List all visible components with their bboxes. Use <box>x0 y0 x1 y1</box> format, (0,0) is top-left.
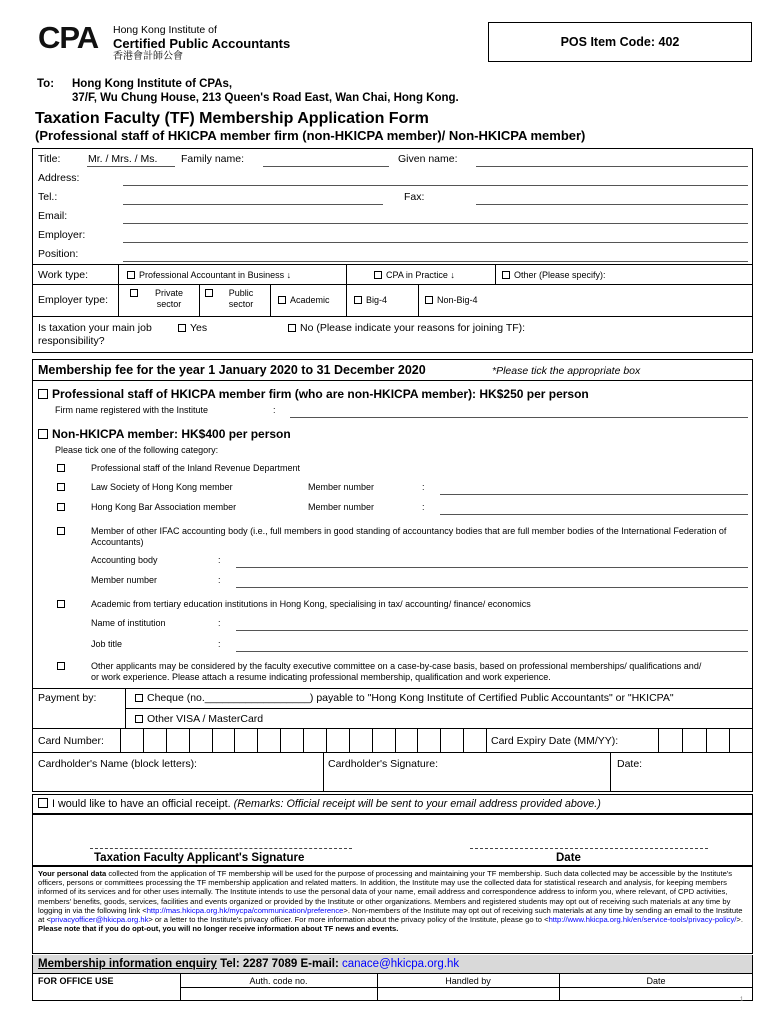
enquiry-tel: Tel: 2287 7089 E-mail: <box>216 958 342 970</box>
position-field[interactable] <box>123 261 748 262</box>
checkbox-icon[interactable] <box>135 694 143 702</box>
employer-type-label: Employer type: <box>38 294 109 306</box>
category-ifac[interactable] <box>57 526 69 536</box>
taxation-yes[interactable] <box>178 322 207 334</box>
cardholder-signature-label: Cardholder's Signature: <box>328 758 438 770</box>
emp-academic-label: Academic <box>290 295 330 305</box>
category-law-society[interactable] <box>57 482 69 492</box>
category-ifac-label: Member of other IFAC accounting body (i.e., full members in good standing of accountancy bodies that are full member bodies of the International Federation of Accountants) <box>91 526 727 547</box>
org-line1: Hong Kong Institute of <box>113 24 217 36</box>
card-expiry-label: Card Expiry Date (MM/YY): <box>491 735 619 747</box>
page-number: 1 <box>740 997 744 1003</box>
privacy-bold-end: Please note that if you do opt-out, you will no longer receive information about TF news and events. <box>38 924 399 934</box>
privacy-p1: collected from the application of TF membership will be used for the purpose of processing and maintaining your TF membership. Such data collected may be accessible by the Institute's officers, persons or committees processing the TF membership application and related matters. In addition, the Institute may use the collected data for statistical research and analysis, for keeping members informed of its services and for other uses internally. The Institute intends to use the personal data of your name, email address and correspondence address to inform you, where relevant, of CPD activities, members' benefits, goods, services, facilities and events organized or provided by the Institute or other organizations. Members and registered students may opt out of receiving such materials at any time by logging in via the following link < <box>38 869 733 915</box>
preference-link[interactable]: http://mas.hkicpa.org.hk/mycpa/communication/preference <box>146 905 344 915</box>
law-member-number-field[interactable] <box>440 494 748 495</box>
payment-cheque-label: Cheque (no.__________________) payable to "Hong Kong Institute of Certified Public Accountants" or "HKICPA" <box>147 692 674 704</box>
checkbox-icon[interactable] <box>57 483 65 491</box>
checkbox-icon[interactable] <box>374 271 382 279</box>
institution-label: Name of institution <box>91 618 166 628</box>
emp-nonbig4[interactable] <box>425 295 478 305</box>
fee-note: *Please tick the appropriate box <box>492 365 641 377</box>
privacy-p4: >. <box>736 915 743 925</box>
card-number-cells[interactable] <box>120 728 487 752</box>
work-type-other[interactable] <box>502 270 606 280</box>
fax-label: Fax: <box>404 191 425 203</box>
checkbox-icon[interactable] <box>127 271 135 279</box>
given-name-field[interactable] <box>476 166 748 167</box>
employer-field[interactable] <box>123 242 748 243</box>
checkbox-icon[interactable] <box>502 271 510 279</box>
job-title-label: Job title <box>91 639 123 649</box>
to-label: To: <box>37 78 55 90</box>
signature-date-label: Date <box>556 852 581 864</box>
address-line1: Hong Kong Institute of CPAs, <box>72 78 233 90</box>
work-type-cpa-label: CPA in Practice <box>386 270 448 280</box>
emp-big4[interactable] <box>354 295 387 305</box>
privacy-p2: >. Non-members of the Institute may opt out of receiving such materials at any time by sending an email to the Institute at < <box>38 905 743 925</box>
work-type-cpa-practice[interactable] <box>374 270 455 280</box>
office-date-label: Date <box>646 976 666 986</box>
payment-label: Payment by: <box>38 692 97 704</box>
checkbox-icon[interactable] <box>38 389 48 399</box>
taxation-no-label: No (Please indicate your reasons for joining TF): <box>300 322 526 334</box>
address-field[interactable] <box>123 185 748 186</box>
family-name-field[interactable] <box>263 166 389 167</box>
checkbox-icon[interactable] <box>57 527 65 535</box>
given-name-label: Given name: <box>398 153 458 165</box>
checkbox-icon[interactable] <box>57 503 65 511</box>
ifac-member-number-label: Member number <box>91 575 158 585</box>
fee-option-professional[interactable] <box>38 387 589 401</box>
taxation-yes-label: Yes <box>190 322 208 334</box>
checkbox-icon[interactable] <box>278 296 286 304</box>
address-line2: 37/F, Wu Chung House, 213 Queen's Road East, Wan Chai, Hong Kong. <box>72 92 459 104</box>
enquiry-line <box>38 958 459 970</box>
checkbox-icon[interactable] <box>178 324 186 332</box>
org-chinese: 香港會計師公會 <box>113 51 183 62</box>
member-number-label: Member number <box>308 502 375 512</box>
checkbox-icon[interactable] <box>354 296 362 304</box>
email-field[interactable] <box>123 223 748 224</box>
logo-text: CPA <box>38 20 99 55</box>
work-type-label: Work type: <box>38 269 88 281</box>
org-name <box>113 24 290 63</box>
member-number-colon: : <box>422 482 425 492</box>
receipt-remarks: (Remarks: Official receipt will be sent to your email address provided above.) <box>233 798 601 810</box>
card-expiry-cells[interactable] <box>658 728 753 752</box>
emp-private-label: Private sector <box>154 288 183 309</box>
payment-card[interactable] <box>135 713 263 725</box>
tel-field[interactable] <box>123 204 383 205</box>
category-academic-label: Academic from tertiary education institutions in Hong Kong, specialising in tax/ accounting/ finance/ economics <box>91 599 531 609</box>
member-number-label: Member number <box>308 482 375 492</box>
emp-big4-label: Big-4 <box>366 295 388 305</box>
enquiry-email-link[interactable]: canace@hkicpa.org.hk <box>342 958 460 970</box>
job-title-colon: : <box>218 639 221 649</box>
form-title: Taxation Faculty (TF) Membership Application Form <box>35 110 429 127</box>
taxation-no[interactable] <box>288 322 525 334</box>
family-name-label: Family name: <box>181 153 245 165</box>
org-line2: Certified Public Accountants <box>113 36 291 51</box>
accounting-body-field[interactable] <box>236 567 748 568</box>
fee-heading: Membership fee for the year 1 January 2020 to 31 December 2020 <box>38 363 426 377</box>
work-type-pab[interactable] <box>127 270 291 280</box>
checkbox-icon[interactable] <box>130 289 138 297</box>
institution-colon: : <box>218 618 221 628</box>
card-number-label: Card Number: <box>38 735 104 747</box>
bar-member-number-field[interactable] <box>440 514 748 515</box>
accounting-body-label: Accounting body <box>91 555 158 565</box>
arrow-down-icon: ↓ <box>450 270 455 280</box>
applicant-signature-line[interactable] <box>90 848 352 849</box>
payment-cheque[interactable] <box>135 692 674 704</box>
category-bar-association-label: Hong Kong Bar Association member <box>91 502 237 512</box>
checkbox-icon[interactable] <box>205 289 213 297</box>
privacy-p3: > or a letter to the Institute's privacy officer. For more information about the privacy policy of the Institute, please go to < <box>148 915 549 925</box>
privacy-lead: Your personal data <box>38 869 107 878</box>
member-number-colon: : <box>422 502 425 512</box>
category-ird-label: Professional staff of the Inland Revenue Department <box>91 463 300 473</box>
tel-label: Tel.: <box>38 191 58 203</box>
address-label: Address: <box>38 172 80 184</box>
cpa-logo <box>38 20 100 64</box>
tick-one-text: Please tick one of the following category: <box>55 445 219 455</box>
category-other-label: Other applicants may be considered by the faculty executive committee on a case-by-case basis, based on professional memberships/ qualifications and/ or work experience. Please attach a resume indicating professional membership, qualification and work experience. <box>91 661 702 682</box>
fee-option-professional-label: Professional staff of HKICPA member firm (who are non-HKICPA member): HK$250 per person <box>52 387 589 401</box>
firm-name-colon: : <box>273 405 276 415</box>
office-use-label: FOR OFFICE USE <box>38 976 114 986</box>
accounting-body-colon: : <box>218 555 221 565</box>
fee-option-non-hkicpa-label: Non-HKICPA member: HK$400 per person <box>52 427 291 441</box>
enquiry-label: Membership information enquiry <box>38 958 217 970</box>
emp-nonbig4-label: Non-Big-4 <box>437 295 478 305</box>
employer-label: Employer: <box>38 229 86 241</box>
checkbox-icon[interactable] <box>57 600 65 608</box>
taxation-question: Is taxation your main job responsibility? <box>38 322 152 347</box>
work-type-pab-label: Professional Accountant in Business <box>139 270 285 280</box>
checkbox-icon[interactable] <box>288 324 296 332</box>
privacy-policy-link[interactable]: http://www.hkicpa.org.hk/en/service-tools/privacy-policy/ <box>548 915 737 925</box>
category-ird[interactable] <box>57 463 69 473</box>
category-academic[interactable] <box>57 599 69 609</box>
category-law-society-label: Law Society of Hong Kong member <box>91 482 233 492</box>
signature-date-line[interactable] <box>470 848 708 849</box>
checkbox-icon[interactable] <box>135 715 143 723</box>
position-label: Position: <box>38 248 79 260</box>
payment-card-label: Other VISA / MasterCard <box>147 713 264 725</box>
payment-date-label: Date: <box>617 758 643 770</box>
office-handled-label: Handled by <box>445 976 491 986</box>
emp-public-label: Public sector <box>228 288 254 309</box>
firm-name-label: Firm name registered with the Institute <box>55 405 209 415</box>
ifac-member-number-colon: : <box>218 575 221 585</box>
work-type-other-label: Other (Please specify): <box>514 270 606 280</box>
title-options[interactable]: Mr. / Mrs. / Ms. <box>88 153 158 165</box>
fax-field[interactable] <box>476 204 748 205</box>
category-bar-association[interactable] <box>57 502 69 512</box>
receipt-option[interactable] <box>38 798 601 810</box>
privacy-email-link[interactable]: privacyofficer@hkicpa.org.hk <box>50 915 149 925</box>
office-auth-label: Auth. code no. <box>249 976 308 986</box>
cardholder-name-label: Cardholder's Name (block letters): <box>38 758 197 770</box>
ifac-member-number-field[interactable] <box>236 587 748 588</box>
form-subtitle: (Professional staff of HKICPA member firm (non-HKICPA member)/ Non-HKICPA member) <box>35 128 586 143</box>
email-label: Email: <box>38 210 68 222</box>
checkbox-icon[interactable] <box>57 662 65 670</box>
firm-name-field[interactable] <box>290 417 748 418</box>
checkbox-icon[interactable] <box>38 429 48 439</box>
job-title-field[interactable] <box>236 651 748 652</box>
title-label: Title: <box>38 153 61 165</box>
arrow-down-icon: ↓ <box>286 270 292 280</box>
checkbox-icon[interactable] <box>57 464 65 472</box>
pos-code: POS Item Code: 402 <box>560 35 680 49</box>
checkbox-icon[interactable] <box>38 798 48 808</box>
fee-option-non-hkicpa[interactable] <box>38 427 291 441</box>
receipt-label: I would like to have an official receipt. <box>52 798 231 810</box>
pos-code-box <box>488 22 752 62</box>
institution-field[interactable] <box>236 630 748 631</box>
checkbox-icon[interactable] <box>425 296 433 304</box>
category-other[interactable] <box>57 661 69 671</box>
applicant-signature-label: Taxation Faculty Applicant's Signature <box>94 852 305 864</box>
emp-academic[interactable] <box>278 295 330 305</box>
privacy-text <box>38 869 750 933</box>
